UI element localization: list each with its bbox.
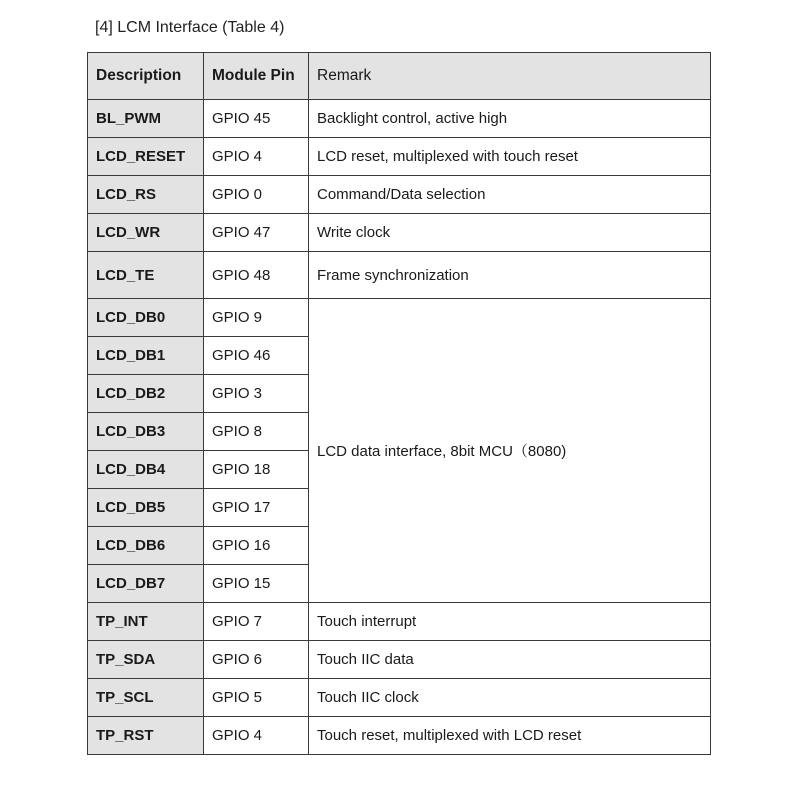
module-pin-cell: GPIO 18 (204, 451, 309, 489)
table-row (88, 100, 711, 138)
description-cell: TP_SDA (88, 641, 204, 679)
remark-cell: Touch IIC clock (309, 679, 711, 717)
header-description: Description (88, 53, 204, 100)
description-cell: LCD_DB0 (88, 299, 204, 337)
module-pin-cell: GPIO 9 (204, 299, 309, 337)
table-row (88, 138, 711, 176)
module-pin-cell: GPIO 17 (204, 489, 309, 527)
module-pin-cell: GPIO 47 (204, 214, 309, 252)
description-cell: TP_RST (88, 717, 204, 755)
table-row (88, 299, 711, 337)
remark-cell: Frame synchronization (309, 252, 711, 299)
description-cell: LCD_DB3 (88, 413, 204, 451)
remark-cell: Touch IIC data (309, 641, 711, 679)
table-row (88, 176, 711, 214)
module-pin-cell: GPIO 3 (204, 375, 309, 413)
module-pin-cell: GPIO 0 (204, 176, 309, 214)
remark-cell-merged: LCD data interface, 8bit MCU（8080) (309, 299, 711, 603)
description-cell: LCD_DB6 (88, 527, 204, 565)
module-pin-cell: GPIO 46 (204, 337, 309, 375)
table-row (88, 679, 711, 717)
remark-cell: Command/Data selection (309, 176, 711, 214)
table-row (88, 717, 711, 755)
description-cell: LCD_RS (88, 176, 204, 214)
table-row (88, 641, 711, 679)
description-cell: TP_SCL (88, 679, 204, 717)
description-cell: TP_INT (88, 603, 204, 641)
module-pin-cell: GPIO 8 (204, 413, 309, 451)
module-pin-cell: GPIO 45 (204, 100, 309, 138)
remark-cell: Touch reset, multiplexed with LCD reset (309, 717, 711, 755)
description-cell: LCD_DB5 (88, 489, 204, 527)
module-pin-cell: GPIO 48 (204, 252, 309, 299)
module-pin-cell: GPIO 6 (204, 641, 309, 679)
description-cell: LCD_DB7 (88, 565, 204, 603)
module-pin-cell: GPIO 5 (204, 679, 309, 717)
remark-cell: LCD reset, multiplexed with touch reset (309, 138, 711, 176)
table-row (88, 252, 711, 299)
description-cell: LCD_DB2 (88, 375, 204, 413)
module-pin-cell: GPIO 7 (204, 603, 309, 641)
description-cell: LCD_DB4 (88, 451, 204, 489)
table-header-row (88, 53, 711, 100)
description-cell: LCD_RESET (88, 138, 204, 176)
header-module-pin: Module Pin (204, 53, 309, 100)
description-cell: LCD_WR (88, 214, 204, 252)
table-caption: [4] LCM Interface (Table 4) (95, 19, 285, 36)
remark-cell: Write clock (309, 214, 711, 252)
table-row (88, 603, 711, 641)
remark-cell: Touch interrupt (309, 603, 711, 641)
module-pin-cell: GPIO 4 (204, 138, 309, 176)
description-cell: BL_PWM (88, 100, 204, 138)
module-pin-cell: GPIO 16 (204, 527, 309, 565)
table-row (88, 214, 711, 252)
module-pin-cell: GPIO 4 (204, 717, 309, 755)
description-cell: LCD_TE (88, 252, 204, 299)
remark-cell: Backlight control, active high (309, 100, 711, 138)
lcm-interface-table (87, 52, 711, 755)
header-remark: Remark (309, 53, 711, 100)
description-cell: LCD_DB1 (88, 337, 204, 375)
module-pin-cell: GPIO 15 (204, 565, 309, 603)
